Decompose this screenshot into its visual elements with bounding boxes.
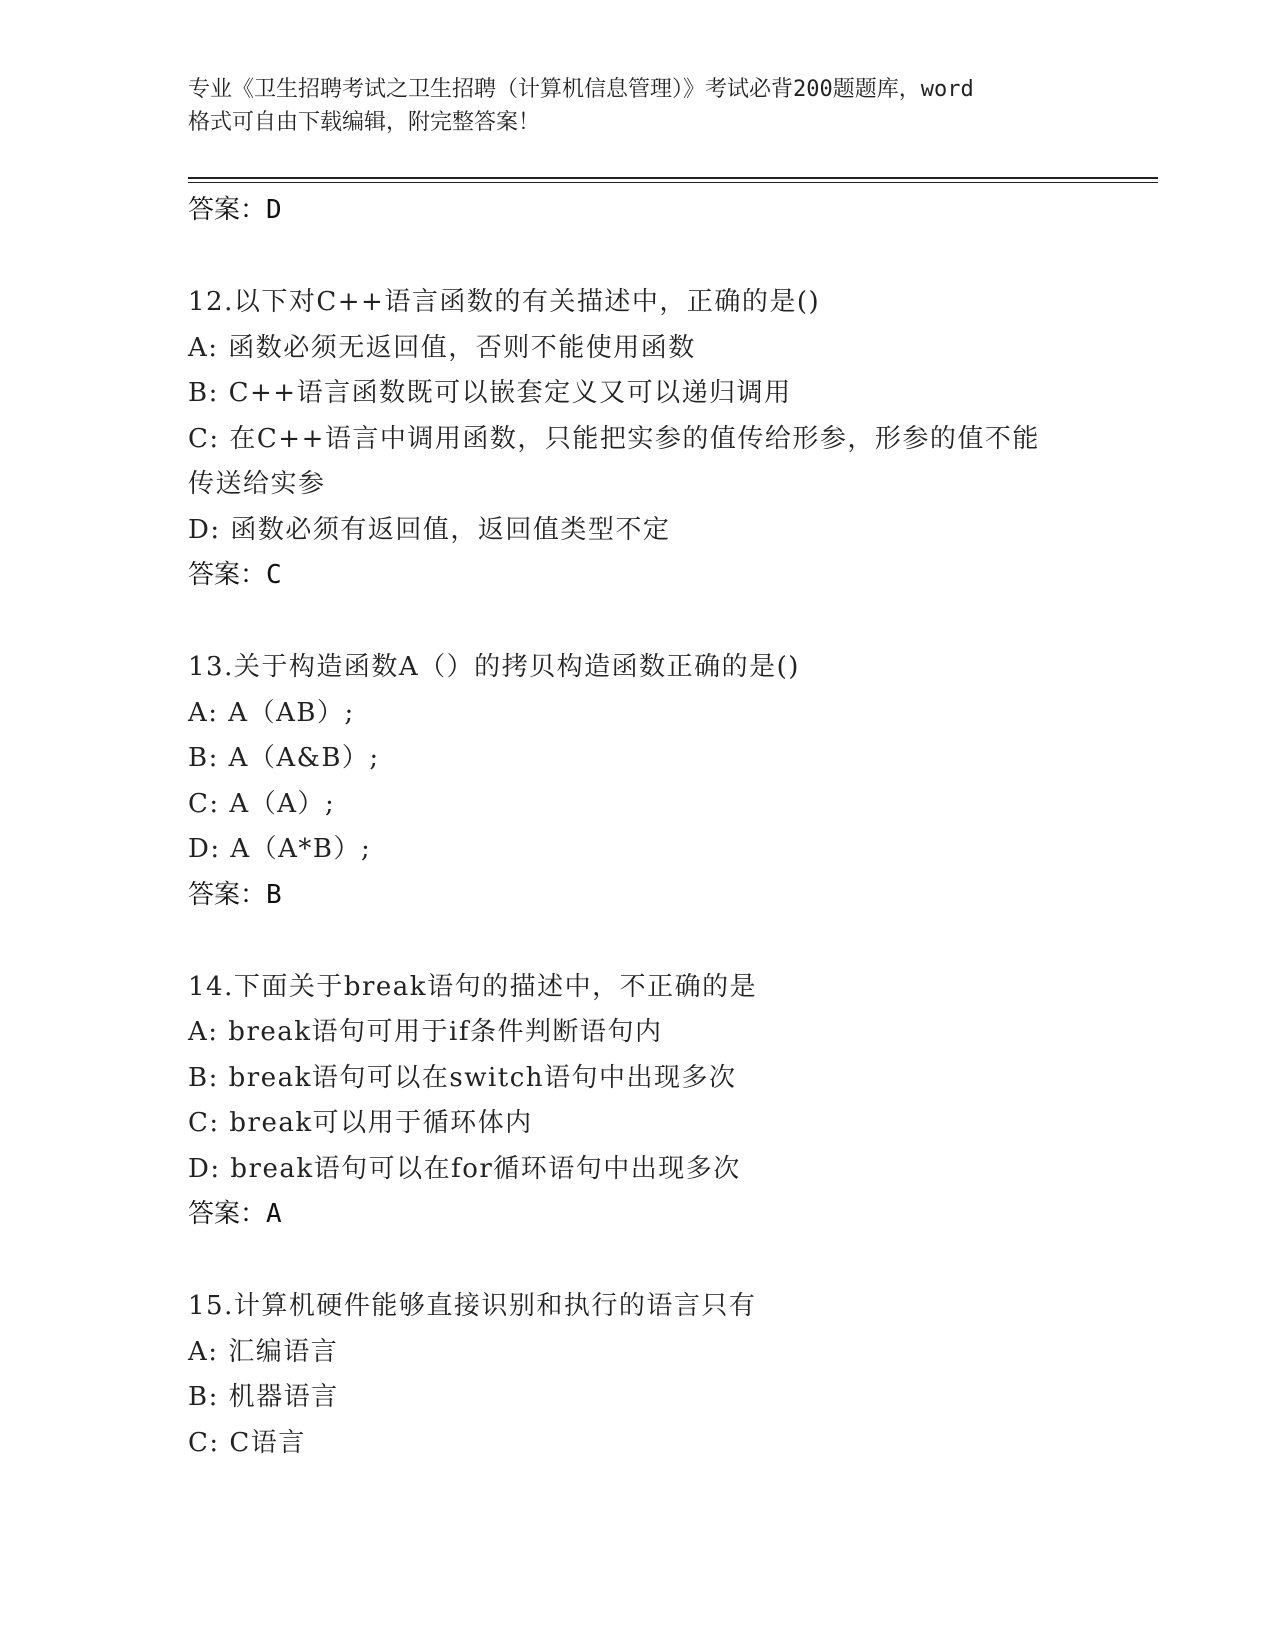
question-item (188, 1284, 1108, 1466)
question-list (188, 188, 1108, 1466)
option-text: A: break语句可用于if条件判断语句内 (188, 1017, 663, 1047)
question-text: 12.以下对C++语言函数的有关描述中，正确的是() (188, 287, 821, 317)
option-text: A: 函数必须无返回值，否则不能使用函数 (188, 332, 696, 363)
question-item (188, 645, 1108, 917)
option-text: B: A（A&B）; (188, 743, 380, 773)
answer-label: 答案：C (188, 560, 282, 590)
question-text: 14.下面关于break语句的描述中，不正确的是 (188, 971, 758, 1002)
option-text: B: break语句可以在switch语句中出现多次 (188, 1062, 737, 1093)
option-text: 传送给实参 (188, 469, 326, 499)
option-text: D: break语句可以在for循环语句中出现多次 (188, 1153, 741, 1184)
answer-label: 答案：D (188, 195, 282, 225)
option-text: C: C语言 (188, 1427, 306, 1458)
answer-label: 答案：B (188, 879, 282, 910)
option-text: B: C++语言函数既可以嵌套定义又可以递归调用 (188, 378, 792, 408)
option-text: D: A（A*B）; (188, 834, 372, 864)
header-line-2: 格式可自由下载编辑，附完整答案！ (188, 110, 541, 135)
header-divider (188, 177, 1158, 179)
question-item (188, 280, 1108, 597)
question-item (188, 965, 1108, 1237)
header-line-1: 专业《卫生招聘考试之卫生招聘（计算机信息管理）》考试必背200题题库，word (188, 77, 974, 102)
option-text: A: A（AB）; (188, 697, 355, 728)
question-text: 15.计算机硬件能够直接识别和执行的语言只有 (188, 1291, 757, 1321)
page-header (188, 73, 1108, 139)
option-text: C: 在C++语言中调用函数，只能把实参的值传给形参，形参的值不能 (188, 423, 1040, 454)
question-text: 13.关于构造函数A（）的拷贝构造函数正确的是() (188, 652, 800, 682)
header-divider-thin (188, 182, 1158, 183)
option-text: D: 函数必须有返回值，返回值类型不定 (188, 514, 671, 545)
option-text: B: 机器语言 (188, 1382, 339, 1412)
option-text: C: A（A）; (188, 788, 336, 819)
answer-label: 答案：A (188, 1199, 282, 1229)
option-text: C: break可以用于循环体内 (188, 1108, 533, 1138)
option-text: A: 汇编语言 (188, 1336, 339, 1367)
